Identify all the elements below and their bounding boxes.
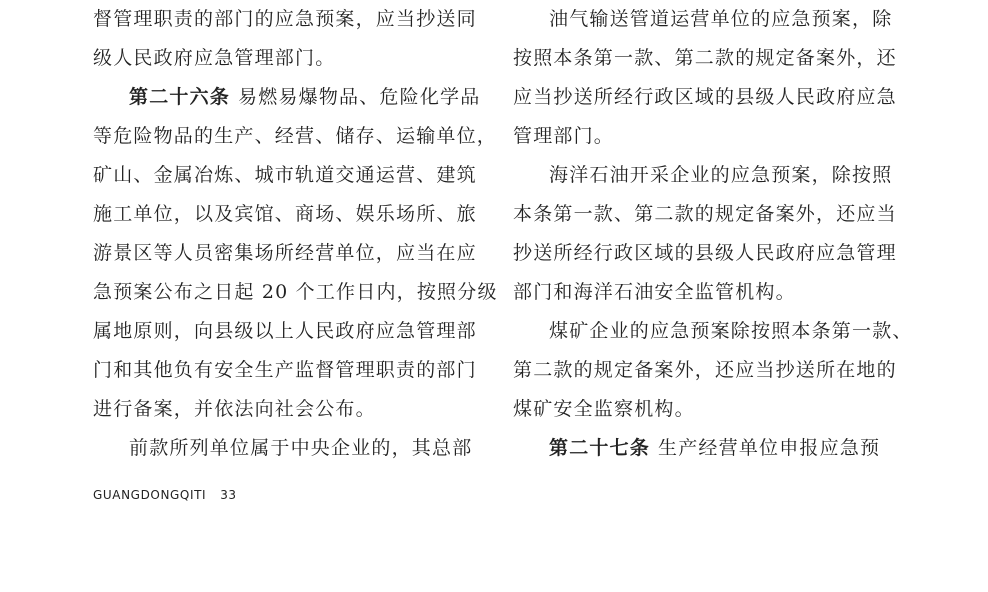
text-line: 第二款的规定备案外，还应当抄送所在地的 — [513, 359, 897, 381]
text-line: 急预案公布之日起 20 个工作日内，按照分级 — [93, 281, 498, 303]
text-line: 门和其他负有安全生产监督管理职责的部门 — [93, 359, 477, 381]
page-footer — [93, 488, 237, 502]
text-line: 海洋石油开采企业的应急预案，除按照 — [549, 164, 893, 186]
text-line: 督管理职责的部门的应急预案，应当抄送同 — [93, 8, 477, 30]
article-heading: 第二十六条 — [129, 86, 231, 108]
text-line: 本条第一款、第二款的规定备案外，还应当 — [513, 203, 897, 225]
text-line: 游景区等人员密集场所经营单位，应当在应 — [93, 242, 477, 264]
text-line: 矿山、金属冶炼、城市轨道交通运营、建筑 — [93, 164, 477, 186]
publication-name: GUANGDONGQITI — [93, 488, 207, 502]
text-line: 抄送所经行政区域的县级人民政府应急管理 — [513, 242, 897, 264]
text-line: 应当抄送所经行政区域的县级人民政府应急 — [513, 86, 897, 108]
article-heading: 第二十七条 — [549, 437, 651, 459]
text-line: 油气输送管道运营单位的应急预案，除 — [549, 8, 893, 30]
text-line: 级人民政府应急管理部门。 — [93, 47, 336, 69]
text-line: 管理部门。 — [513, 125, 615, 147]
text-line: 易燃易爆物品、危险化学品 — [238, 86, 481, 108]
text-line: 部门和海洋石油安全监管机构。 — [513, 281, 796, 303]
text-line: 施工单位，以及宾馆、商场、娱乐场所、旅 — [93, 203, 477, 225]
text-line: 等危险物品的生产、经营、储存、运输单位， — [93, 125, 498, 147]
article-27-first-line — [549, 429, 880, 468]
page-number: 33 — [220, 488, 237, 502]
article-26-first-line — [129, 78, 480, 117]
text-line: 煤矿安全监察机构。 — [513, 398, 695, 420]
text-line: 进行备案，并依法向社会公布。 — [93, 398, 376, 420]
text-line: 煤矿企业的应急预案除按照本条第一款、 — [549, 320, 913, 342]
text-line: 生产经营单位申报应急预 — [658, 437, 881, 459]
text-line: 前款所列单位属于中央企业的，其总部 — [129, 437, 473, 459]
text-line: 属地原则，向县级以上人民政府应急管理部 — [93, 320, 477, 342]
text-line: 按照本条第一款、第二款的规定备案外，还 — [513, 47, 897, 69]
